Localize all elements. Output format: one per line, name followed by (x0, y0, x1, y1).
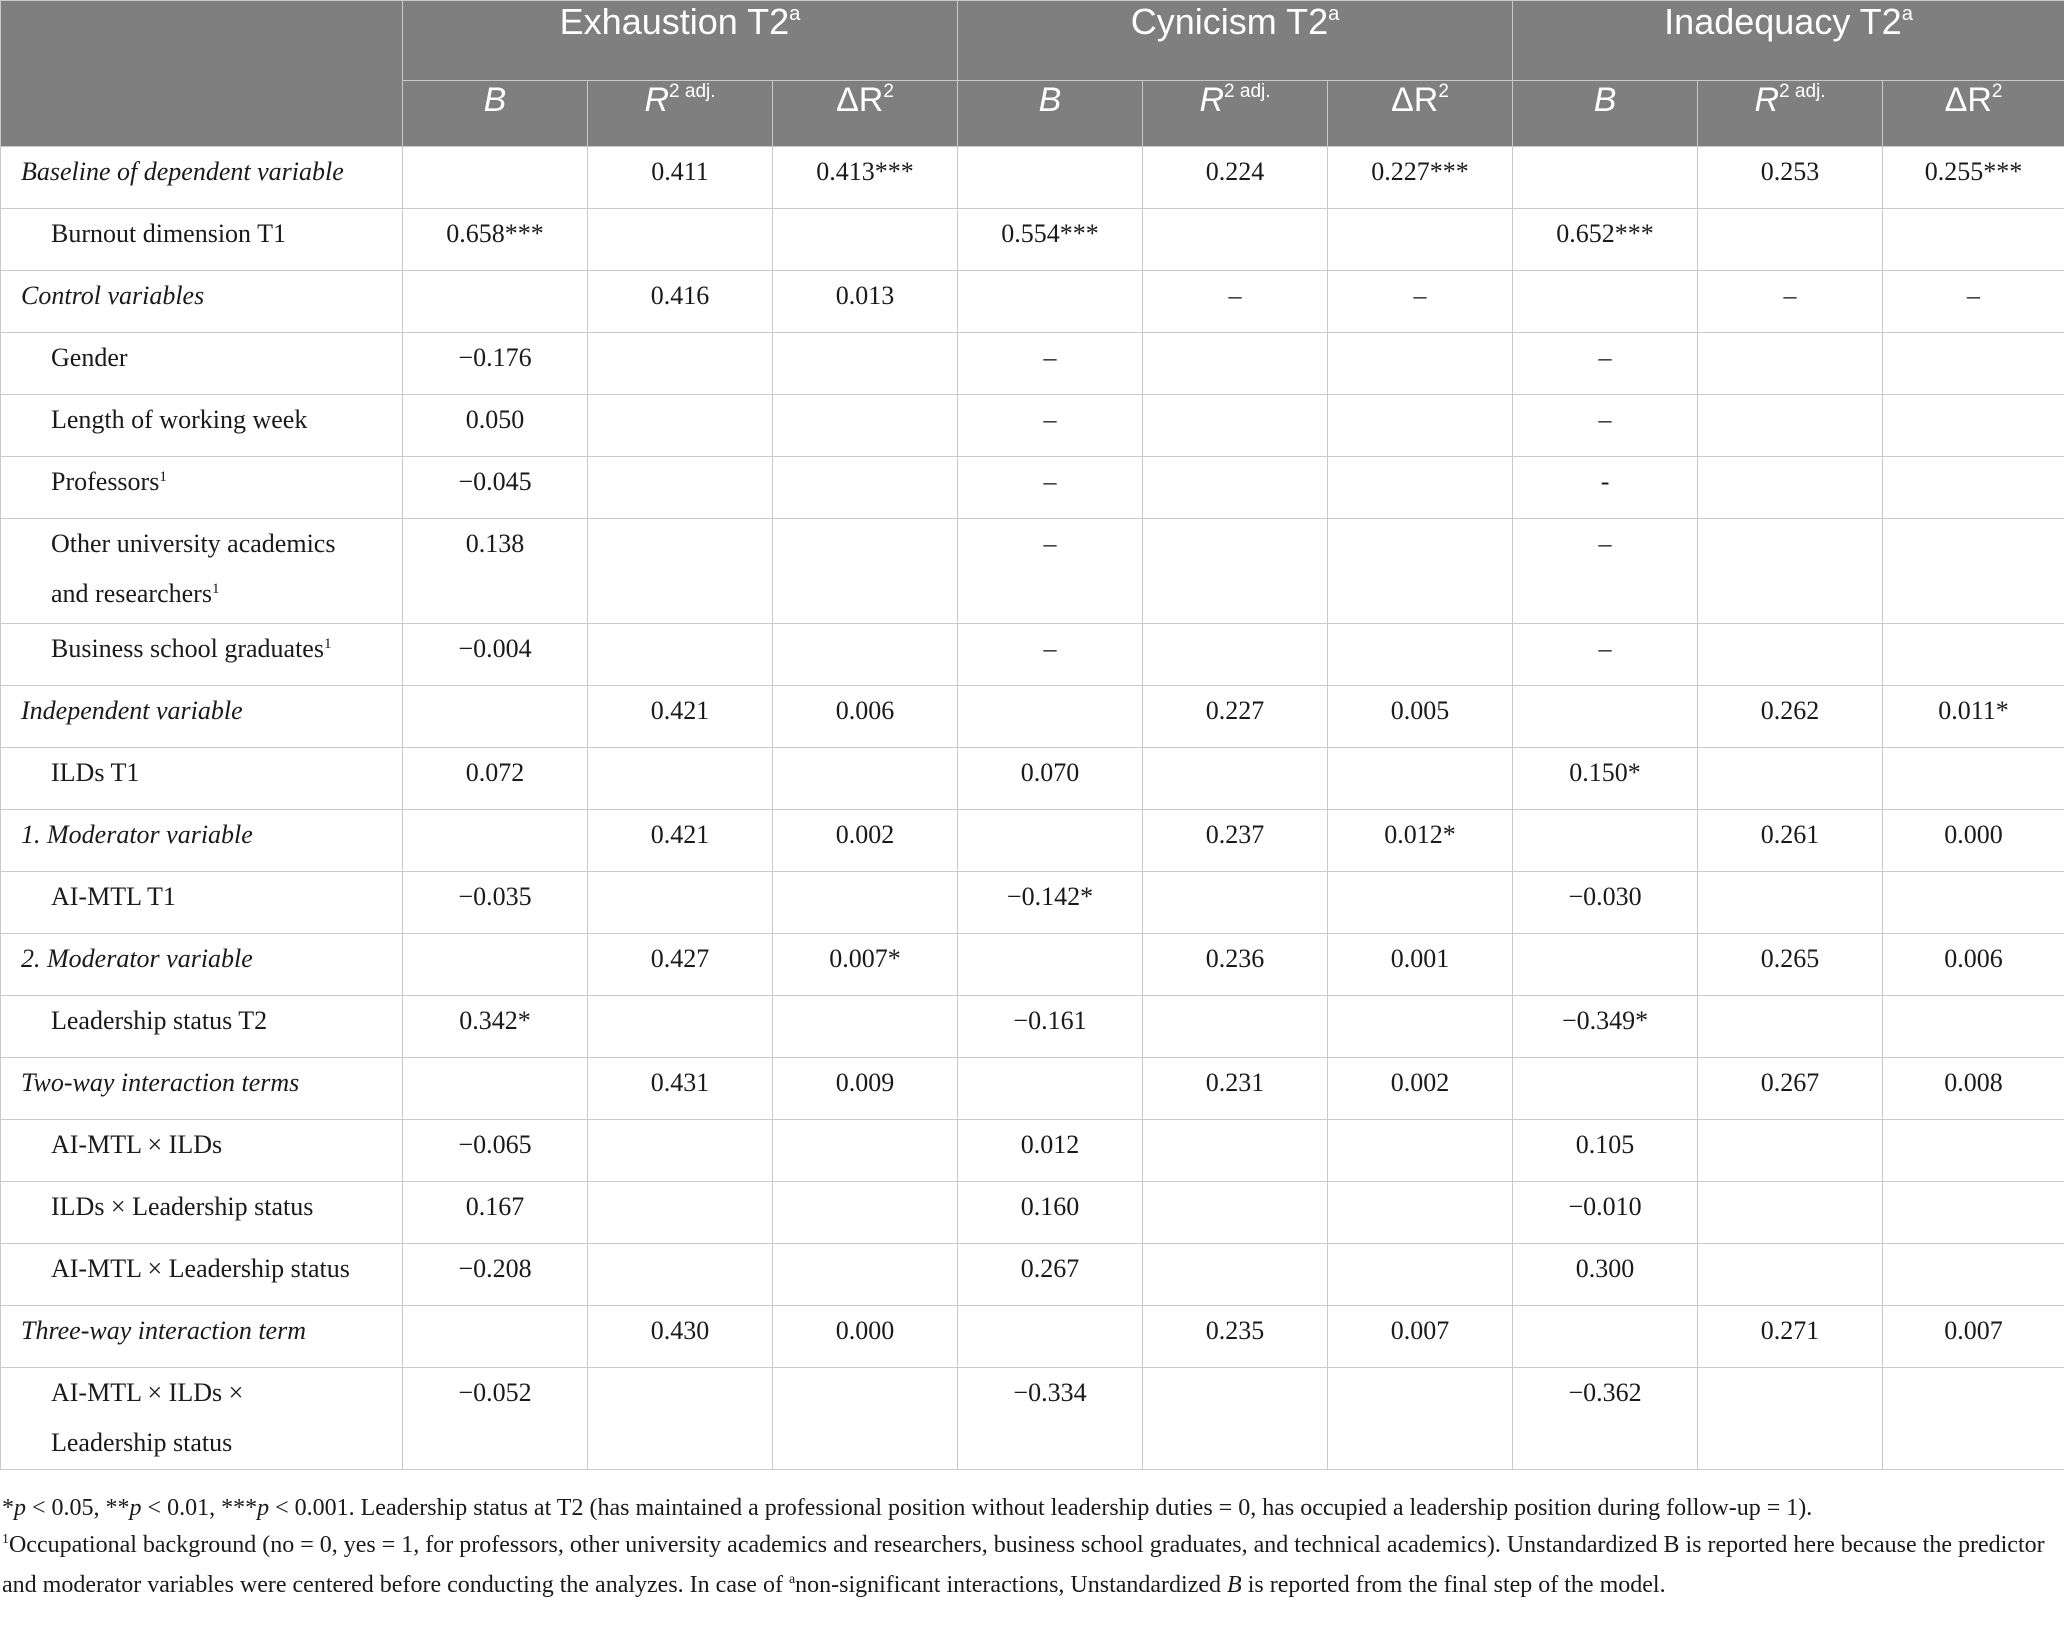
table-cell: 0.167 (403, 1182, 588, 1244)
table-cell (403, 686, 588, 748)
table-cell: 0.237 (1143, 810, 1328, 872)
table-cell: 0.072 (403, 748, 588, 810)
table-row (1, 810, 2064, 872)
table-cell (958, 1058, 1143, 1120)
table-cell: 0.000 (773, 1306, 958, 1368)
table-cell (1513, 271, 1698, 333)
table-cell: 0.138 (403, 519, 588, 624)
table-row (1, 1306, 2064, 1368)
table-cell (773, 872, 958, 934)
table-cell: 0.413*** (773, 147, 958, 209)
table-cell: 0.421 (588, 810, 773, 872)
table-cell (588, 457, 773, 519)
table-cell (1143, 1244, 1328, 1306)
table-cell (1328, 457, 1513, 519)
table-cell (1883, 872, 2064, 934)
table-cell (1143, 209, 1328, 271)
table-cell: 0.150* (1513, 748, 1698, 810)
table-cell: −0.362 (1513, 1368, 1698, 1470)
table-cell (958, 934, 1143, 996)
table-cell: – (958, 395, 1143, 457)
row-label: Three-way interaction term (1, 1306, 403, 1368)
table-row (1, 934, 2064, 996)
subheader-inadequacy-r2adj: $R^{2 adj.}$ (1698, 81, 1883, 147)
row-label: 1. Moderator variable (1, 810, 403, 872)
table-cell: 0.416 (588, 271, 773, 333)
table-cell: 0.000 (1883, 810, 2064, 872)
table-cell: 0.261 (1698, 810, 1883, 872)
table-cell (1328, 333, 1513, 395)
table-cell: 0.224 (1143, 147, 1328, 209)
table-cell: −0.052 (403, 1368, 588, 1470)
table-row (1, 457, 2064, 519)
table-cell: 0.231 (1143, 1058, 1328, 1120)
table-cell: 0.262 (1698, 686, 1883, 748)
table-cell: 0.253 (1698, 147, 1883, 209)
table-cell (1143, 1368, 1328, 1470)
table-row (1, 1120, 2064, 1182)
table-cell (1698, 457, 1883, 519)
table-cell (1513, 1058, 1698, 1120)
table-cell (1883, 1182, 2064, 1244)
table-cell: 0.267 (958, 1244, 1143, 1306)
table-row (1, 1182, 2064, 1244)
table-cell (1883, 1120, 2064, 1182)
table-cell: 0.431 (588, 1058, 773, 1120)
subheader-inadequacy-delta-r2: $\Delta R^2$ (1883, 81, 2064, 147)
table-cell (1883, 1244, 2064, 1306)
table-cell: - (1513, 457, 1698, 519)
table-cell: 0.012* (1328, 810, 1513, 872)
table-cell: 0.227 (1143, 686, 1328, 748)
table-cell (1513, 810, 1698, 872)
table-cell (1883, 748, 2064, 810)
table-cell (588, 872, 773, 934)
table-cell (588, 209, 773, 271)
table-cell (1513, 1306, 1698, 1368)
table-cell: 0.300 (1513, 1244, 1698, 1306)
table-cell: −0.035 (403, 872, 588, 934)
row-label: Other university academics and researchers$^1$ (1, 519, 403, 624)
table-cell (403, 147, 588, 209)
table-cell (1513, 147, 1698, 209)
table-cell: −0.142* (958, 872, 1143, 934)
table-cell (773, 519, 958, 624)
table-cell: 0.271 (1698, 1306, 1883, 1368)
subheader-exhaustion-r2adj: $R^{2 adj.}$ (588, 81, 773, 147)
table-cell: 0.011* (1883, 686, 2064, 748)
table-cell (1698, 872, 1883, 934)
table-cell: 0.427 (588, 934, 773, 996)
table-cell: 0.265 (1698, 934, 1883, 996)
table-cell (588, 1244, 773, 1306)
table-cell: 0.235 (1143, 1306, 1328, 1368)
table-cell: 0.050 (403, 395, 588, 457)
table-cell: 0.007 (1883, 1306, 2064, 1368)
table-cell: 0.342* (403, 996, 588, 1058)
table-cell (1143, 872, 1328, 934)
table-cell (403, 1306, 588, 1368)
table-cell: 0.430 (588, 1306, 773, 1368)
row-label: Gender (1, 333, 403, 395)
table-cell: 0.236 (1143, 934, 1328, 996)
table-cell (1883, 519, 2064, 624)
table-cell (588, 748, 773, 810)
table-cell: −0.208 (403, 1244, 588, 1306)
table-cell: 0.652*** (1513, 209, 1698, 271)
table-cell: −0.065 (403, 1120, 588, 1182)
table-cell: – (1143, 271, 1328, 333)
row-label: Baseline of dependent variable (1, 147, 403, 209)
table-row (1, 395, 2064, 457)
row-label: Business school graduates$^1$ (1, 624, 403, 686)
table-cell (1143, 624, 1328, 686)
table-cell (1328, 624, 1513, 686)
table-cell: −0.176 (403, 333, 588, 395)
table-cell: 0.009 (773, 1058, 958, 1120)
table-cell: 0.006 (773, 686, 958, 748)
footnote-occupational: $^1$Occupational background (no = 0, yes = 1, for professors, other university academics and researchers, business school graduates, and technical academics). Unstandardized B is reported here because the predictor and moderator variables were centered before conducting the analyzes. In case of $^a$non-significant interactions, Unstandardized B is reported from the final step of the model. (2, 1532, 2045, 1598)
table-cell: – (1698, 271, 1883, 333)
table-cell (1143, 395, 1328, 457)
table-cell: 0.002 (1328, 1058, 1513, 1120)
header-group-inadequacy: Inadequacy T2$^a$ (1513, 1, 2064, 81)
table-cell (1883, 333, 2064, 395)
table-cell (403, 1058, 588, 1120)
table-cell (1883, 395, 2064, 457)
table-cell (773, 1120, 958, 1182)
table-cell: −0.010 (1513, 1182, 1698, 1244)
table-cell: – (958, 333, 1143, 395)
table-cell (1143, 333, 1328, 395)
table-cell: −0.030 (1513, 872, 1698, 934)
table-cell (958, 810, 1143, 872)
table-cell (1883, 996, 2064, 1058)
table-footnotes (0, 1484, 2054, 1607)
row-label: Length of working week (1, 395, 403, 457)
table-cell (588, 1182, 773, 1244)
subheader-exhaustion-delta-r2: $\Delta R^2$ (773, 81, 958, 147)
table-cell (1328, 519, 1513, 624)
row-label: AI-MTL × ILDs × Leadership status (1, 1368, 403, 1470)
table-row (1, 519, 2064, 624)
table-row (1, 686, 2064, 748)
table-cell (1698, 1368, 1883, 1470)
row-label: Professors$^1$ (1, 457, 403, 519)
table-cell (1143, 996, 1328, 1058)
table-cell: 0.002 (773, 810, 958, 872)
table-cell (588, 1120, 773, 1182)
table-cell (588, 1368, 773, 1470)
table-cell (588, 395, 773, 457)
table-cell (1883, 1368, 2064, 1470)
table-cell: – (958, 519, 1143, 624)
table-cell: −0.161 (958, 996, 1143, 1058)
table-row (1, 147, 2064, 209)
table-cell (773, 624, 958, 686)
table-cell: 0.006 (1883, 934, 2064, 996)
header-corner-lower (1, 81, 403, 147)
table-row (1, 1244, 2064, 1306)
table-cell: 0.105 (1513, 1120, 1698, 1182)
footnote-significance: *p < 0.05, **p < 0.01, ***p < 0.001. Leadership status at T2 (has maintained a professional position without leadership duties = 0, has occupied a leadership position during follow-up = 1). (2, 1495, 1813, 1521)
table-cell: 0.227*** (1328, 147, 1513, 209)
table-cell (1698, 624, 1883, 686)
table-cell (773, 1368, 958, 1470)
table-cell (958, 686, 1143, 748)
table-row (1, 748, 2064, 810)
table-cell (1698, 1244, 1883, 1306)
table-cell (773, 748, 958, 810)
table-row (1, 624, 2064, 686)
subheader-inadequacy-b: B (1513, 81, 1698, 147)
table-cell (1328, 1368, 1513, 1470)
row-label: Two-way interaction terms (1, 1058, 403, 1120)
table-cell (958, 147, 1143, 209)
table-cell (1698, 333, 1883, 395)
table-cell (1698, 209, 1883, 271)
table-cell (1698, 996, 1883, 1058)
row-label: AI-MTL × Leadership status (1, 1244, 403, 1306)
row-label: Burnout dimension T1 (1, 209, 403, 271)
row-label: ILDs × Leadership status (1, 1182, 403, 1244)
table-row (1, 996, 2064, 1058)
table-cell (588, 333, 773, 395)
table-cell (773, 457, 958, 519)
table-cell (773, 996, 958, 1058)
table-row (1, 872, 2064, 934)
table-cell (1328, 1244, 1513, 1306)
table-cell: – (1513, 333, 1698, 395)
table-cell: 0.411 (588, 147, 773, 209)
table-cell: 0.001 (1328, 934, 1513, 996)
table-cell (1143, 519, 1328, 624)
table-cell: 0.005 (1328, 686, 1513, 748)
table-cell (1328, 1120, 1513, 1182)
table-cell (1513, 934, 1698, 996)
row-label: AI-MTL × ILDs (1, 1120, 403, 1182)
row-label: AI-MTL T1 (1, 872, 403, 934)
header-group-cynicism: Cynicism T2$^a$ (958, 1, 1513, 81)
row-label: ILDs T1 (1, 748, 403, 810)
table-cell (1698, 395, 1883, 457)
subheader-exhaustion-b: B (403, 81, 588, 147)
row-label: Control variables (1, 271, 403, 333)
table-cell (1143, 748, 1328, 810)
table-row (1, 333, 2064, 395)
table-cell (773, 1244, 958, 1306)
table-cell: 0.658*** (403, 209, 588, 271)
table-cell: −0.349* (1513, 996, 1698, 1058)
header-group-exhaustion: Exhaustion T2$^a$ (403, 1, 958, 81)
row-label: 2. Moderator variable (1, 934, 403, 996)
table-cell (773, 209, 958, 271)
table-cell (773, 395, 958, 457)
table-cell (1328, 996, 1513, 1058)
row-label: Leadership status T2 (1, 996, 403, 1058)
table-cell (1883, 457, 2064, 519)
table-cell (1328, 748, 1513, 810)
table-cell: −0.334 (958, 1368, 1143, 1470)
table-cell: – (1328, 271, 1513, 333)
table-row (1, 271, 2064, 333)
table-cell: 0.008 (1883, 1058, 2064, 1120)
table-cell: – (958, 624, 1143, 686)
table-cell: 0.013 (773, 271, 958, 333)
table-cell (1328, 872, 1513, 934)
table-cell (588, 624, 773, 686)
table-cell (1328, 209, 1513, 271)
table-cell (1143, 457, 1328, 519)
table-cell: – (1513, 624, 1698, 686)
table-cell: 0.070 (958, 748, 1143, 810)
table-cell (1698, 748, 1883, 810)
table-row (1, 1058, 2064, 1120)
table-cell (1883, 209, 2064, 271)
table-cell: 0.007* (773, 934, 958, 996)
table-cell (403, 271, 588, 333)
table-cell (1143, 1182, 1328, 1244)
table-cell: −0.004 (403, 624, 588, 686)
table-cell: 0.421 (588, 686, 773, 748)
table-cell (403, 810, 588, 872)
table-cell (1698, 1182, 1883, 1244)
table-cell: – (958, 457, 1143, 519)
table-cell (773, 333, 958, 395)
table-cell (1883, 624, 2064, 686)
table-cell: – (1513, 519, 1698, 624)
header-corner (1, 1, 403, 81)
table-cell (958, 271, 1143, 333)
table-cell: – (1883, 271, 2064, 333)
subheader-cynicism-b: B (958, 81, 1143, 147)
table-cell (1698, 519, 1883, 624)
table-cell (403, 934, 588, 996)
table-row (1, 1368, 2064, 1470)
table-cell (773, 1182, 958, 1244)
table-row (1, 209, 2064, 271)
subheader-cynicism-delta-r2: $\Delta R^2$ (1328, 81, 1513, 147)
table-cell (588, 996, 773, 1058)
table-cell: – (1513, 395, 1698, 457)
table-cell (1328, 395, 1513, 457)
table-cell: 0.160 (958, 1182, 1143, 1244)
table-cell: 0.012 (958, 1120, 1143, 1182)
table-cell (1513, 686, 1698, 748)
table-cell: 0.267 (1698, 1058, 1883, 1120)
table-cell (1143, 1120, 1328, 1182)
table-cell: −0.045 (403, 457, 588, 519)
table-cell (1698, 1120, 1883, 1182)
table-cell (588, 519, 773, 624)
table-cell: 0.554*** (958, 209, 1143, 271)
table-cell: 0.255*** (1883, 147, 2064, 209)
subheader-cynicism-r2adj: $R^{2 adj.}$ (1143, 81, 1328, 147)
table-cell (958, 1306, 1143, 1368)
table-cell (1328, 1182, 1513, 1244)
table-cell: 0.007 (1328, 1306, 1513, 1368)
row-label: Independent variable (1, 686, 403, 748)
